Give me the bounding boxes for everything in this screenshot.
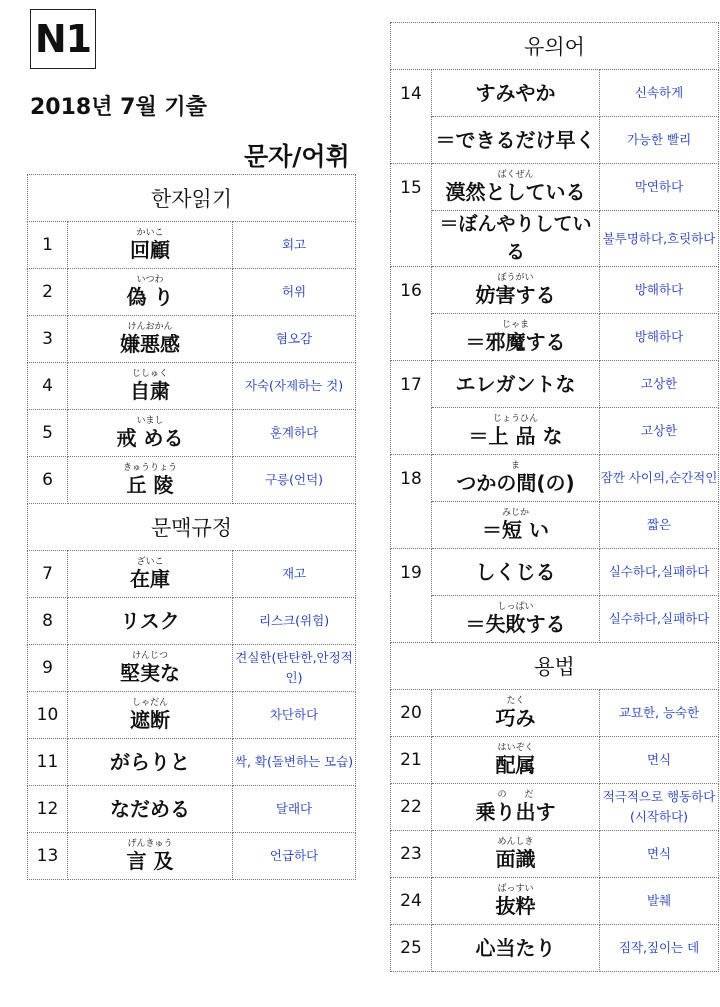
vocab-word-cell (68, 269, 233, 316)
korean-meaning: 고상한 (600, 408, 719, 455)
furigana: けんじつ (131, 651, 168, 661)
question-number: 14 (391, 70, 432, 164)
vocab-row (391, 117, 719, 164)
korean-meaning: 리스크(위험) (233, 598, 356, 645)
vocab-row (391, 925, 719, 972)
vocab-row (391, 70, 719, 117)
vocab-word-cell (432, 117, 600, 164)
vocab-word-cell (68, 833, 233, 880)
vocab-row (391, 164, 719, 211)
furigana: みじか (501, 508, 529, 519)
korean-meaning: 불투명하다,흐릿하다 (600, 211, 719, 267)
subject-title: 문자/어휘 (244, 142, 350, 171)
section-context: 문맥규정 (28, 504, 356, 551)
vocab-word: 自粛 (130, 379, 170, 403)
vocab-row (28, 598, 356, 645)
vocab-word: ＝邪魔する (465, 330, 566, 355)
vocab-word-cell (68, 410, 233, 457)
korean-meaning: 면식 (600, 737, 719, 784)
question-number: 23 (391, 831, 432, 878)
vocab-word: ＝上 品 な (468, 424, 563, 449)
furigana: めんしき (497, 837, 534, 848)
vocab-row (391, 211, 719, 267)
vocab-word-cell (432, 737, 600, 784)
korean-meaning: 훈계하다 (233, 410, 356, 457)
vocab-row (28, 222, 356, 269)
vocab-word: エレガントな (455, 372, 576, 397)
section-usage: 용법 (391, 643, 719, 690)
vocab-word-cell (432, 502, 600, 549)
vocab-word: がらりと (110, 750, 190, 774)
question-number: 15 (391, 164, 432, 267)
furigana: じゃま (501, 320, 529, 331)
korean-meaning: 재고 (233, 551, 356, 598)
furigana: しっぱい (497, 602, 534, 613)
vocab-row (391, 455, 719, 502)
korean-meaning: 달래다 (233, 786, 356, 833)
question-number: 5 (28, 410, 68, 457)
vocab-word-cell (432, 455, 600, 502)
vocab-row (391, 878, 719, 925)
vocab-word-cell (432, 70, 600, 117)
section-synonyms-row (391, 23, 719, 70)
vocab-word: 回顧 (130, 238, 170, 262)
korean-meaning: 막연하다 (600, 164, 719, 211)
vocab-word: 心当たり (475, 936, 556, 961)
vocab-word: 妨害する (475, 283, 556, 308)
vocab-row (391, 784, 719, 831)
vocab-word-cell (432, 549, 600, 596)
furigana: ま (510, 461, 520, 472)
vocab-row (391, 549, 719, 596)
furigana: きゅうりょう (122, 463, 177, 473)
korean-meaning: 회고 (233, 222, 356, 269)
korean-meaning: 싹, 확(돌변하는 모습) (233, 739, 356, 786)
question-number: 22 (391, 784, 432, 831)
question-number: 2 (28, 269, 68, 316)
vocab-word: 堅実な (120, 661, 180, 685)
korean-meaning: 실수하다,실패하다 (600, 596, 719, 643)
vocab-word: 遮断 (130, 708, 170, 732)
vocab-word-cell (68, 363, 233, 410)
vocab-word: ＝ぼんやりしている (439, 213, 592, 263)
exam-title: 2018년 7월 기출 (30, 95, 207, 120)
vocab-word-cell (432, 831, 600, 878)
vocab-word-cell (432, 314, 600, 361)
vocab-word: 巧み (495, 706, 536, 731)
korean-meaning: 신속하게 (600, 70, 719, 117)
korean-meaning: 잠깐 사이의,순간적인 (600, 455, 719, 502)
vocab-word-cell (432, 925, 600, 972)
korean-meaning: 허위 (233, 269, 356, 316)
vocab-row (391, 314, 719, 361)
korean-meaning: 짐작,짚이는 데 (600, 925, 719, 972)
question-number: 21 (391, 737, 432, 784)
question-number: 20 (391, 690, 432, 737)
korean-meaning: 견실한(탄탄한,안정적인) (233, 645, 356, 692)
vocab-row (391, 690, 719, 737)
furigana: いまし (136, 416, 164, 426)
left-vocab-table (27, 174, 356, 880)
vocab-word-cell (68, 551, 233, 598)
korean-meaning: 방해하다 (600, 267, 719, 314)
korean-meaning: 언급하다 (233, 833, 356, 880)
vocab-word-cell (68, 598, 233, 645)
question-number: 16 (391, 267, 432, 361)
section-kanji-reading: 한자읽기 (28, 175, 356, 222)
vocab-word: 漠然としている (445, 180, 586, 204)
vocab-word: すみやか (475, 81, 556, 105)
furigana: の だ (497, 790, 534, 801)
question-number: 13 (28, 833, 68, 880)
vocab-row (391, 408, 719, 455)
question-number: 11 (28, 739, 68, 786)
question-number: 12 (28, 786, 68, 833)
vocab-row (391, 502, 719, 549)
vocab-word: 嫌悪感 (120, 332, 180, 356)
vocab-word-cell (68, 692, 233, 739)
vocab-word-cell (432, 784, 600, 831)
question-number: 8 (28, 598, 68, 645)
korean-meaning: 가능한 빨리 (600, 117, 719, 164)
vocab-word: 配属 (495, 753, 536, 778)
korean-meaning: 방해하다 (600, 314, 719, 361)
vocab-row (28, 269, 356, 316)
vocab-word-cell (68, 457, 233, 504)
korean-meaning: 차단하다 (233, 692, 356, 739)
vocab-word-cell (432, 596, 600, 643)
furigana: ざいこ (136, 557, 164, 567)
furigana: ばっすい (497, 884, 534, 895)
furigana: じしゅく (131, 369, 168, 379)
furigana: けんおかん (127, 322, 173, 332)
vocab-word: ＝できるだけ早く (435, 128, 596, 152)
vocab-word-cell (432, 408, 600, 455)
question-number: 18 (391, 455, 432, 549)
vocab-word-cell (432, 211, 600, 267)
furigana: げんきゅう (127, 839, 173, 849)
vocab-word: ＝短 い (482, 518, 549, 543)
furigana: はいぞく (497, 743, 534, 754)
question-number: 9 (28, 645, 68, 692)
vocab-word: 丘 陵 (126, 473, 174, 497)
furigana: かいこ (136, 228, 164, 238)
question-number: 6 (28, 457, 68, 504)
section-synonyms: 유의어 (391, 23, 719, 70)
korean-meaning: 적극적으로 행동하다(시작하다) (600, 784, 719, 831)
question-number: 25 (391, 925, 432, 972)
vocab-row (28, 363, 356, 410)
section-context-row (28, 504, 356, 551)
vocab-word-cell (68, 739, 233, 786)
vocab-word-cell (432, 267, 600, 314)
question-number: 19 (391, 549, 432, 643)
furigana: ばくぜん (497, 170, 534, 180)
vocab-word: 在庫 (130, 567, 170, 591)
vocab-word: 戒 める (116, 426, 184, 450)
question-number: 10 (28, 692, 68, 739)
question-number: 1 (28, 222, 68, 269)
vocab-row (28, 739, 356, 786)
vocab-word-cell (68, 786, 233, 833)
vocab-word: 乗り出す (475, 800, 556, 825)
vocab-row (28, 833, 356, 880)
korean-meaning: 실수하다,실패하다 (600, 549, 719, 596)
furigana: しゃだん (131, 698, 168, 708)
korean-meaning: 혐오감 (233, 316, 356, 363)
vocab-row (28, 645, 356, 692)
question-number: 4 (28, 363, 68, 410)
vocab-word-cell (68, 222, 233, 269)
vocab-word: 言 及 (126, 849, 174, 873)
vocab-row (391, 596, 719, 643)
question-number: 3 (28, 316, 68, 363)
vocab-row (391, 831, 719, 878)
vocab-word-cell (68, 645, 233, 692)
furigana: いつわ (136, 275, 164, 285)
korean-meaning: 짧은 (600, 502, 719, 549)
vocab-word-cell (432, 690, 600, 737)
vocab-row (391, 737, 719, 784)
vocab-word: しくじる (475, 560, 556, 585)
furigana: じょうひん (492, 414, 538, 425)
vocab-row (28, 551, 356, 598)
vocab-row (28, 457, 356, 504)
vocab-word: ＝失敗する (465, 612, 566, 637)
level-badge: N1 (30, 9, 96, 69)
korean-meaning: 자숙(자제하는 것) (233, 363, 356, 410)
vocab-row (391, 267, 719, 314)
korean-meaning: 면식 (600, 831, 719, 878)
vocab-word: 面識 (495, 847, 536, 872)
section-usage-row (391, 643, 719, 690)
vocab-word-cell (68, 316, 233, 363)
korean-meaning: 발췌 (600, 878, 719, 925)
furigana: ぼうがい (497, 273, 534, 284)
vocab-row (28, 410, 356, 457)
vocab-word-cell (432, 878, 600, 925)
question-number: 7 (28, 551, 68, 598)
vocab-row (28, 692, 356, 739)
furigana: たく (506, 696, 525, 707)
vocab-word: なだめる (110, 797, 190, 821)
vocab-word: つかの間(の) (456, 471, 575, 496)
right-vocab-table (390, 22, 719, 972)
vocab-word: 偽 り (126, 285, 174, 309)
vocab-word: リスク (120, 609, 180, 633)
vocab-word: 抜粋 (495, 894, 536, 919)
korean-meaning: 구릉(언덕) (233, 457, 356, 504)
vocab-word-cell (432, 164, 600, 211)
vocab-row (28, 316, 356, 363)
vocab-row (28, 786, 356, 833)
section-kanji-reading-row (28, 175, 356, 222)
question-number: 17 (391, 361, 432, 455)
question-number: 24 (391, 878, 432, 925)
korean-meaning: 교묘한, 능숙한 (600, 690, 719, 737)
vocab-row (391, 361, 719, 408)
korean-meaning: 고상한 (600, 361, 719, 408)
vocab-word-cell (432, 361, 600, 408)
